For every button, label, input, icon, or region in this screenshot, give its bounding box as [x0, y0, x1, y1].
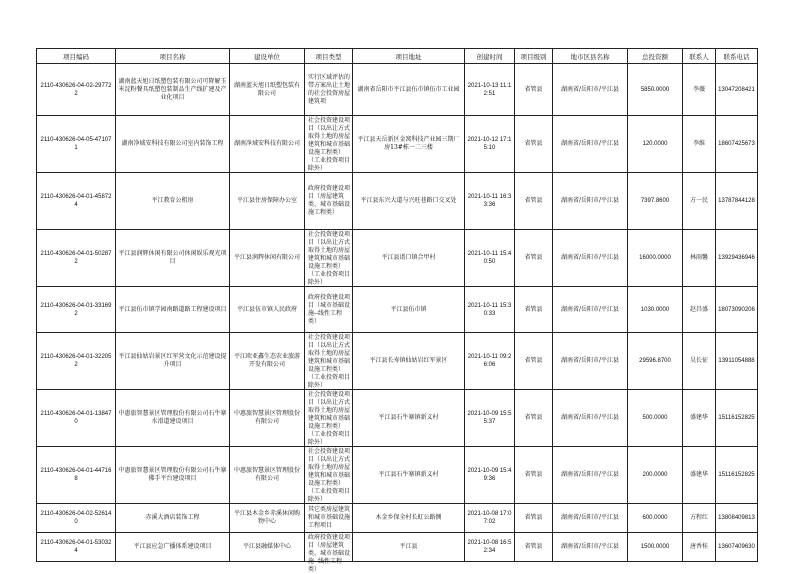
- created-time-text: 2021-10-11 09:26:06: [467, 354, 512, 368]
- project-type-text: 社会投资建设项目（以出让方式取得土地的房屋建筑和城市基础设施工程类）（工业投资项目除外）: [308, 447, 351, 503]
- project-type-text: 实行区域评估的带方案出让土地的社会投资房屋建筑项: [308, 73, 351, 105]
- project-code-text: 2110-430626-04-01-322052: [40, 354, 112, 368]
- project-code-text: 2110-430626-04-01-530324: [40, 540, 112, 554]
- project-level-text: 省管县: [524, 140, 543, 147]
- contact-cell: [683, 390, 716, 447]
- region-name-text: 湖南省/岳阳市/平江县: [560, 85, 620, 93]
- phone-text: 13808409813: [718, 515, 755, 521]
- project-type-cell: [305, 116, 353, 173]
- project-level-cell: [515, 173, 553, 230]
- project-type-cell: [305, 64, 353, 116]
- contact-text: 林雨馨: [689, 254, 708, 261]
- project-level-cell: [515, 447, 553, 504]
- total-investment-cell: [628, 390, 683, 447]
- region-name-text: 湖南省/岳阳市/平江县: [560, 471, 620, 478]
- construction-unit-text: 平江县伍市镇人民政府: [236, 305, 297, 313]
- project-code-cell: [37, 390, 116, 447]
- phone-cell: [716, 390, 758, 447]
- project-address-cell: [353, 287, 465, 333]
- project-code-text: 2110-430626-04-02-526140: [40, 511, 112, 525]
- construction-unit-cell: [230, 64, 305, 116]
- project-name-cell: [116, 64, 230, 116]
- contact-text: 唐香桂: [689, 543, 708, 550]
- project-name-cell: [116, 447, 230, 504]
- project-code-text: 2110-430626-04-02-297722: [40, 82, 112, 97]
- region-name-cell: [553, 173, 628, 230]
- contact-cell: [683, 173, 716, 230]
- table-row: [37, 447, 758, 504]
- header-created-time: 创建时间: [465, 49, 515, 64]
- created-time-cell: [465, 173, 515, 230]
- project-type-text: 其它类房屋建筑和城市基础设施工程项目: [308, 506, 351, 529]
- project-name-text: 平江县伍市镇学园南路道路工程建设项目: [118, 305, 227, 313]
- project-code-cell: [37, 64, 116, 116]
- region-name-cell: [553, 504, 628, 533]
- created-time-cell: [465, 64, 515, 116]
- project-code-text: 2110-430626-04-05-471071: [40, 137, 112, 151]
- created-time-text: 2021-10-09 15:49:36: [467, 468, 512, 482]
- contact-cell: [683, 447, 716, 504]
- total-investment-text: 7397.8600: [640, 198, 670, 204]
- project-code-cell: [37, 533, 116, 562]
- project-code-text: 2110-430626-04-01-502872: [40, 251, 112, 265]
- contact-cell: [683, 333, 716, 390]
- project-level-cell: [515, 333, 553, 390]
- contact-text: 吴长征: [689, 357, 708, 364]
- project-name-cell: [116, 173, 230, 230]
- project-code-cell: [37, 504, 116, 533]
- project-code-text: 2110-430626-04-01-458724: [40, 194, 112, 208]
- project-code-cell: [37, 333, 116, 390]
- construction-unit-text: 平江县融媒体中心: [242, 543, 291, 550]
- table-row: [37, 333, 758, 390]
- project-code-cell: [37, 230, 116, 287]
- created-time-cell: [465, 504, 515, 533]
- created-time-text: 2021-10-08 16:52:34: [467, 540, 512, 554]
- construction-unit-cell: [230, 287, 305, 333]
- construction-unit-text: 平江县住房保障办公室: [236, 197, 297, 204]
- region-name-text: 湖南省/岳阳市/平江县: [560, 254, 620, 261]
- project-type-text: 社会投资建设项目（以出让方式取得土地的房屋建筑和城市基础设施工程类）（工业投资项目除外）: [308, 230, 351, 286]
- project-level-cell: [515, 116, 553, 173]
- project-type-text: 政府投资建设项目（房屋建筑类、城市基础设施工程类）: [308, 185, 351, 216]
- contact-text: 方程红: [689, 514, 708, 521]
- construction-unit-text: 中惠旅智慧景区管理股份有限公司: [233, 410, 300, 425]
- region-name-text: 湖南省/岳阳市/平江县: [560, 305, 620, 313]
- contact-text: 盛建华: [689, 471, 708, 478]
- total-investment-text: 16000.0000: [639, 255, 671, 261]
- project-type-cell: [305, 447, 353, 504]
- phone-text: 13047208421: [718, 86, 755, 93]
- project-type-cell: [305, 173, 353, 230]
- header-construction-unit: 建设单位: [230, 49, 305, 64]
- project-address-cell: [353, 533, 465, 562]
- project-address-cell: [353, 173, 465, 230]
- project-name-cell: [116, 230, 230, 287]
- project-level-text: 省管县: [524, 543, 543, 550]
- contact-text: 李薇: [692, 85, 705, 93]
- project-code-cell: [37, 287, 116, 333]
- total-investment-text: 120.0000: [642, 141, 668, 147]
- project-address-text: 平江县石牛寨镇新义村: [378, 471, 439, 478]
- project-name-text: 平江县应急广播体系建设项目: [133, 543, 212, 550]
- total-investment-cell: [628, 333, 683, 390]
- region-name-cell: [553, 64, 628, 116]
- created-time-cell: [465, 333, 515, 390]
- contact-cell: [683, 504, 716, 533]
- project-level-text: 省管县: [524, 357, 543, 364]
- total-investment-cell: [628, 230, 683, 287]
- project-type-cell: [305, 333, 353, 390]
- phone-text: 15116152825: [718, 415, 755, 421]
- project-address-text: 平江县长寿镇仙姑岩红军景区: [369, 357, 448, 364]
- phone-text: 13911054888: [718, 358, 755, 364]
- total-investment-cell: [628, 173, 683, 230]
- project-name-cell: [116, 333, 230, 390]
- header-phone: 联系电话: [716, 49, 758, 64]
- phone-text: 13607409630: [718, 544, 755, 550]
- project-type-text: 社会投资建设项目（以出让方式取得土地的房屋建筑和城市基础设施工程类）（工业投资项目除外）: [308, 390, 351, 446]
- project-name-cell: [116, 533, 230, 562]
- project-address-text: 平江县石牛寨镇新义村: [378, 414, 439, 421]
- contact-text: 赵昌盛: [689, 305, 708, 313]
- total-investment-text: 200.0000: [642, 472, 668, 478]
- total-investment-text: 29596.8700: [639, 358, 671, 364]
- phone-cell: [716, 504, 758, 533]
- total-investment-text: 600.0000: [642, 515, 668, 521]
- phone-cell: [716, 64, 758, 116]
- created-time-text: 2021-10-11 16:33:36: [467, 194, 512, 208]
- region-name-cell: [553, 447, 628, 504]
- phone-cell: [716, 173, 758, 230]
- contact-cell: [683, 287, 716, 333]
- phone-cell: [716, 116, 758, 173]
- project-name-text: 平江教育公租房: [151, 197, 194, 204]
- phone-cell: [716, 533, 758, 562]
- project-type-text: 政府投资建设项目（房屋建筑类、城市基础设施--线性工程类）: [308, 533, 351, 573]
- project-level-cell: [515, 230, 553, 287]
- project-level-cell: [515, 390, 553, 447]
- created-time-text: 2021-10-11 15:30:33: [467, 302, 512, 317]
- header-contact: 联系人: [683, 49, 716, 64]
- phone-text: 13787844128: [718, 198, 755, 204]
- created-time-text: 2021-10-08 17:07:02: [467, 511, 512, 525]
- created-time-cell: [465, 533, 515, 562]
- total-investment-cell: [628, 533, 683, 562]
- phone-text: 13929436946: [718, 255, 755, 261]
- project-type-text: 社会投资建设项目（以出让方式取得土地的房屋建筑和城市基础设施工程类）（工业投资项目除外）: [308, 116, 351, 172]
- phone-cell: [716, 287, 758, 333]
- table-header-row: [37, 49, 758, 64]
- created-time-cell: [465, 230, 515, 287]
- construction-unit-text: 平江县木金乡赤溪休闲购物中心: [233, 510, 300, 525]
- project-address-cell: [353, 333, 465, 390]
- total-investment-cell: [628, 287, 683, 333]
- project-level-cell: [515, 64, 553, 116]
- project-code-text: 2110-430626-04-01-331692: [40, 302, 112, 317]
- header-project-address: 项目地址: [353, 49, 465, 64]
- created-time-text: 2021-10-09 15:55:37: [467, 411, 512, 425]
- project-address-text: 平江县天岳新区金窝科技产业园三期厂房13#栋一二三楼: [357, 136, 460, 151]
- project-address-cell: [353, 116, 465, 173]
- total-investment-text: 5850.0000: [640, 86, 670, 93]
- table-row: [37, 230, 758, 287]
- region-name-cell: [553, 230, 628, 287]
- created-time-text: 2021-10-11 15:40:50: [467, 251, 512, 265]
- project-level-cell: [515, 287, 553, 333]
- table-row: [37, 390, 758, 447]
- region-name-text: 湖南省/岳阳市/平江县: [560, 514, 620, 521]
- contact-text: 李维: [692, 140, 705, 147]
- project-address-cell: [353, 447, 465, 504]
- project-level-text: 省管县: [524, 514, 543, 521]
- region-name-text: 湖南省/岳阳市/平江县: [560, 543, 620, 550]
- contact-cell: [683, 116, 716, 173]
- header-project-level: 项目级别: [515, 49, 553, 64]
- region-name-cell: [553, 390, 628, 447]
- header-total-investment: 总投资额: [628, 49, 683, 64]
- construction-unit-text: 湖南净域安科技有限公司: [233, 140, 300, 147]
- total-investment-text: 1500.0000: [640, 544, 670, 550]
- construction-unit-cell: [230, 173, 305, 230]
- construction-unit-text: 平江县润辉休闲有限公司: [233, 254, 300, 261]
- total-investment-cell: [628, 116, 683, 173]
- total-investment-text: 1030.0000: [640, 306, 670, 313]
- created-time-cell: [465, 447, 515, 504]
- project-level-text: 省管县: [524, 197, 543, 204]
- phone-cell: [716, 230, 758, 287]
- region-name-cell: [553, 333, 628, 390]
- project-code-cell: [37, 116, 116, 173]
- region-name-text: 湖南省/岳阳市/平江县: [560, 197, 620, 204]
- project-address-text: 平江县伍市镇: [390, 305, 427, 313]
- project-name-text: 中惠旅智慧景区管理股份有限公司石牛寨佛手平台建设项目: [118, 467, 227, 482]
- project-table: [36, 48, 758, 573]
- project-list-sheet: [36, 48, 757, 573]
- phone-text: 18073090206: [718, 306, 755, 313]
- region-name-cell: [553, 287, 628, 333]
- project-name-text: 湖南净域安科技有限公司室内装饰工程: [121, 140, 224, 147]
- project-level-cell: [515, 533, 553, 562]
- phone-text: 18607425673: [718, 141, 755, 147]
- project-type-cell: [305, 504, 353, 533]
- project-name-cell: [116, 116, 230, 173]
- project-code-text: 2110-430626-04-01-138470: [40, 411, 112, 425]
- project-name-text: 湖南蓝天旭日纸塑包装有限公司可降解玉米淀粉餐具纸塑包装制品生产线扩建及产业化项目: [118, 77, 227, 101]
- project-type-text: 社会投资建设项目（以出让方式取得土地的房屋建筑和城市基础设施工程类）（工业投资项目除外）: [308, 333, 351, 389]
- construction-unit-cell: [230, 116, 305, 173]
- project-level-text: 省管县: [524, 471, 543, 478]
- project-type-cell: [305, 287, 353, 333]
- project-address-text: 湖南省岳阳市平江县伍市镇伍市工业园: [357, 85, 460, 93]
- project-address-cell: [353, 64, 465, 116]
- header-project-name: 项目名称: [116, 49, 230, 64]
- header-region-name: 地市区县名称: [553, 49, 628, 64]
- created-time-text: 2021-10-13 11:12:51: [467, 82, 512, 97]
- project-code-cell: [37, 173, 116, 230]
- created-time-cell: [465, 116, 515, 173]
- project-address-text: 平江县: [399, 543, 418, 550]
- created-time-cell: [465, 390, 515, 447]
- total-investment-cell: [628, 447, 683, 504]
- phone-cell: [716, 447, 758, 504]
- phone-cell: [716, 333, 758, 390]
- project-level-cell: [515, 504, 553, 533]
- region-name-cell: [553, 116, 628, 173]
- phone-text: 15116152825: [718, 472, 755, 478]
- project-type-text: 政府投资建设项目（城市基础设施--线性工程类）: [308, 293, 351, 325]
- project-type-cell: [305, 230, 353, 287]
- project-code-text: 2110-430626-04-01-447168: [40, 468, 112, 482]
- contact-cell: [683, 230, 716, 287]
- project-address-text: 平江县东兴大道与兴旺巷路口交叉处: [360, 197, 457, 204]
- project-name-text: 平江县润辉休闲有限公司休闲娱乐观光项目: [118, 250, 227, 265]
- project-level-text: 省管县: [524, 85, 543, 93]
- construction-unit-cell: [230, 333, 305, 390]
- project-level-text: 省管县: [524, 254, 543, 261]
- total-investment-cell: [628, 64, 683, 116]
- project-address-cell: [353, 230, 465, 287]
- project-name-cell: [116, 287, 230, 333]
- created-time-text: 2021-10-12 17:15:10: [467, 137, 512, 151]
- table-row: [37, 287, 758, 333]
- project-type-cell: [305, 390, 353, 447]
- project-address-cell: [353, 504, 465, 533]
- contact-text: 盛建华: [689, 414, 708, 421]
- table-row: [37, 64, 758, 116]
- table-row: [37, 504, 758, 533]
- header-project-type: 项目类型: [305, 49, 353, 64]
- project-address-cell: [353, 390, 465, 447]
- table-row: [37, 173, 758, 230]
- header-project-code: 项目编码: [37, 49, 116, 64]
- project-name-text: 中惠旅智慧景区管理股份有限公司石牛寨水滑道建设项目: [118, 410, 227, 425]
- region-name-text: 湖南省/岳阳市/平江县: [560, 414, 620, 421]
- construction-unit-text: 中惠旅智慧景区管理股份有限公司: [233, 467, 300, 482]
- project-type-cell: [305, 533, 353, 573]
- region-name-text: 湖南省/岳阳市/平江县: [560, 357, 620, 364]
- construction-unit-text: 湖南蓝天旭日纸塑包装有限公司: [233, 81, 300, 97]
- total-investment-cell: [628, 504, 683, 533]
- project-address-text: 木金乡保全村长虹公路侧: [375, 514, 442, 521]
- table-row: [37, 533, 758, 562]
- project-address-text: 平江县谱口镇合甲村: [381, 254, 436, 261]
- contact-text: 方一民: [689, 197, 708, 204]
- construction-unit-cell: [230, 230, 305, 287]
- project-code-cell: [37, 447, 116, 504]
- project-name-text: 赤溪大酒店装饰工程: [145, 514, 200, 521]
- contact-cell: [683, 64, 716, 116]
- region-name-cell: [553, 533, 628, 562]
- construction-unit-text: 平江欧亚鑫生态农业旅游开发有限公司: [233, 353, 300, 368]
- created-time-cell: [465, 287, 515, 333]
- project-name-cell: [116, 390, 230, 447]
- contact-cell: [683, 533, 716, 562]
- construction-unit-cell: [230, 447, 305, 504]
- construction-unit-cell: [230, 390, 305, 447]
- project-name-cell: [116, 504, 230, 533]
- total-investment-text: 500.0000: [642, 415, 668, 421]
- project-level-text: 省管县: [524, 414, 543, 421]
- project-level-text: 省管县: [524, 305, 543, 313]
- table-row: [37, 116, 758, 173]
- project-name-text: 平江县仙姑岩景区红军营文化示范建设提升项目: [118, 353, 227, 368]
- construction-unit-cell: [230, 533, 305, 562]
- region-name-text: 湖南省/岳阳市/平江县: [560, 140, 620, 147]
- construction-unit-cell: [230, 504, 305, 533]
